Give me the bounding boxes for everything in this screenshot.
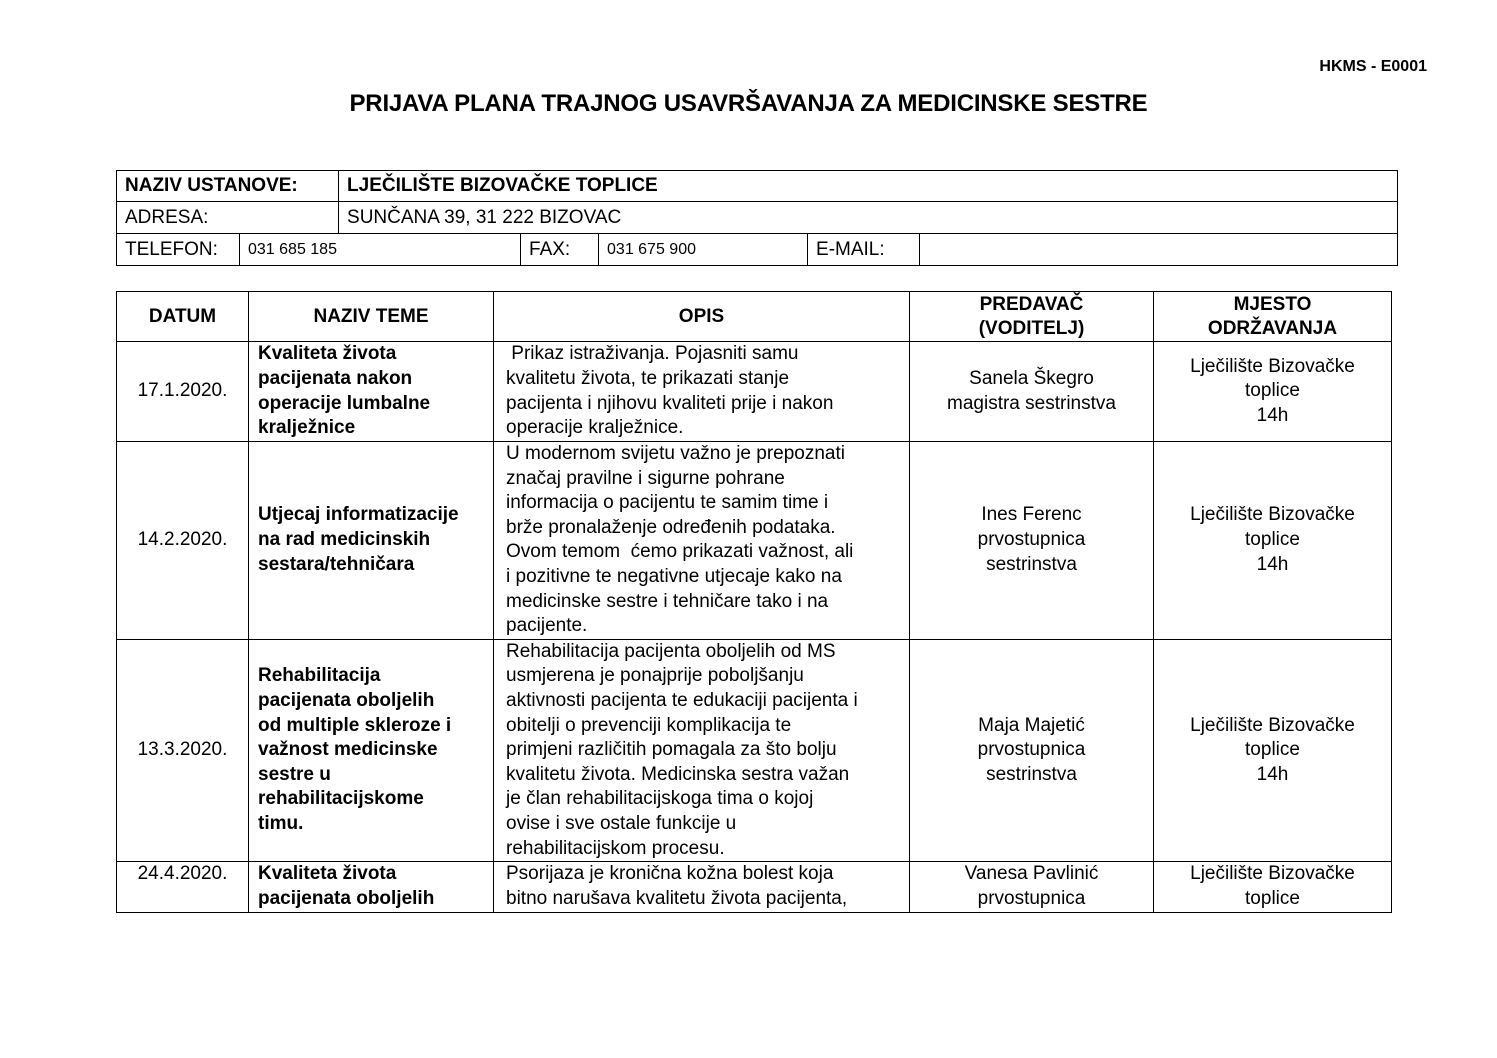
lecturer-cell [910,639,1154,861]
lecturer-line: prvostupnica [977,739,1086,761]
table-row [117,862,1392,913]
description-line: Ovom temom ćemo prikazati važnost, ali [506,541,854,563]
form-code: HKMS - E0001 [1319,58,1427,75]
description-line: brže pronalaženje određenih podataka. [506,516,836,538]
lecturer-line: prvostupnica [977,529,1086,551]
location-cell [1154,639,1392,861]
header-lecturer-line: (VODITELJ) [978,317,1085,339]
topic-line: operacije lumbalne [258,392,431,414]
institution-table [116,170,1398,266]
lecturer-cell [910,442,1154,640]
topic-line: Utjecaj informatizacije [258,504,459,526]
phone-label: TELEFON: [117,234,240,266]
topic-cell [249,639,494,861]
description-line: pacijenta i njihovu kvaliteti prije i nakon [506,392,834,414]
description-line: Rehabilitacija pacijenta oboljelih od MS [506,640,836,662]
topic-line: od multiple skleroze i [258,714,452,736]
location-cell [1154,442,1392,640]
phone-value: 031 685 185 [240,234,521,266]
location-line: 14h [1256,404,1289,426]
description-line: bitno narušava kvalitetu života pacijenta, [506,887,848,909]
topic-cell [249,442,494,640]
date-cell: 17.1.2020. [117,342,249,442]
topic-line: sestre u [258,763,331,785]
description-cell [494,442,910,640]
document-title: PRIJAVA PLANA TRAJNOG USAVRŠAVANJA ZA MEDICINSKE SESTRE [349,90,1148,117]
topic-cell [249,862,494,913]
date-cell: 24.4.2020. [117,862,249,913]
description-line: i pozitivne te negativne utjecaje kako na [506,565,842,587]
description-line: primjeni različitih pomagala za što bolju [506,739,837,761]
topic-line: važnost medicinske [258,739,438,761]
schedule-header-row [117,292,1392,342]
lecturer-cell [910,342,1154,442]
header-location-line: ODRŽAVANJA [1207,317,1338,339]
lecturer-cell [910,862,1154,913]
description-line: operacije kralježnice. [506,417,684,439]
institution-name-row [117,171,1398,202]
location-line: Lječilište Bizovačke [1190,714,1355,736]
location-line: 14h [1256,553,1289,575]
description-line: kvalitetu života. Medicinska sestra važan [506,763,850,785]
lecturer-line: sestrinstva [986,763,1077,785]
header-description: OPIS [494,292,910,342]
header-topic: NAZIV TEME [249,292,494,342]
institution-name-label: NAZIV USTANOVE: [117,171,339,202]
lecturer-line: prvostupnica [977,887,1086,909]
location-line: 14h [1256,763,1289,785]
lecturer-line: Ines Ferenc [981,504,1082,526]
location-cell [1154,862,1392,913]
description-cell [494,342,910,442]
description-line: ovise i sve ostale funkcije u [506,812,737,834]
description-cell [494,639,910,861]
email-value [920,234,1398,266]
topic-line: Kvaliteta života [258,343,397,365]
header-location-line: MJESTO [1233,293,1312,315]
header-lecturer-line: PREDAVAČ [979,293,1084,315]
date-cell: 13.3.2020. [117,639,249,861]
lecturer-line: magistra sestrinstva [947,392,1116,414]
location-line: toplice [1245,380,1300,402]
description-line: usmjerena je ponajprije poboljšanju [506,665,804,687]
address-label: ADRESA: [117,202,339,234]
location-cell [1154,342,1392,442]
email-label: E-MAIL: [808,234,920,266]
topic-line: pacijenata nakon [258,367,413,389]
location-line: Lječilište Bizovačke [1190,355,1355,377]
topic-line: pacijenata oboljelih [258,887,435,909]
description-line: medicinske sestre i tehničare tako i na [506,590,829,612]
location-line: Lječilište Bizovačke [1190,504,1355,526]
description-line: je član rehabilitacijskoga tima o kojoj [506,788,814,810]
description-line: pacijente. [506,615,588,637]
location-line: toplice [1245,529,1300,551]
header-lecturer [910,292,1154,342]
lecturer-line: Sanela Škegro [969,367,1094,389]
topic-line: Rehabilitacija [258,665,381,687]
description-line: informacija o pacijentu te samim time i [506,492,829,514]
description-line: Psorijaza je kronična kožna bolest koja [506,863,834,885]
description-line: rehabilitacijskom procesu. [506,837,725,859]
fax-label: FAX: [521,234,599,266]
table-row [117,442,1392,640]
topic-line: sestara/tehničara [258,553,415,575]
institution-address-row [117,202,1398,234]
topic-line: rehabilitacijskome [258,788,424,810]
schedule-table [116,291,1392,913]
institution-contact-row [117,234,1398,266]
topic-cell [249,342,494,442]
location-line: toplice [1245,887,1300,909]
description-line: obitelji o prevenciji komplikacija te [506,714,792,736]
header-date: DATUM [117,292,249,342]
fax-value: 031 675 900 [599,234,808,266]
table-row [117,342,1392,442]
topic-line: kralježnice [258,417,356,439]
lecturer-line: sestrinstva [986,553,1077,575]
description-line: značaj pravilne i sigurne pohrane [506,467,785,489]
header-location [1154,292,1392,342]
topic-line: pacijenata oboljelih [258,689,435,711]
location-line: toplice [1245,739,1300,761]
topic-line: Kvaliteta života [258,863,397,885]
description-cell [494,862,910,913]
institution-name-value: LJEČILIŠTE BIZOVAČKE TOPLICE [339,171,1398,202]
topic-line: na rad medicinskih [258,529,431,551]
address-value: SUNČANA 39, 31 222 BIZOVAC [339,202,1398,234]
description-line: U modernom svijetu važno je prepoznati [506,443,846,464]
table-row [117,639,1392,861]
lecturer-line: Maja Majetić [978,714,1085,736]
description-line: Prikaz istraživanja. Pojasniti samu [506,343,799,365]
description-line: aktivnosti pacijenta te edukaciji pacijenta i [506,689,858,711]
date-cell: 14.2.2020. [117,442,249,640]
location-line: Lječilište Bizovačke [1190,863,1355,885]
lecturer-line: Vanesa Pavlinić [964,863,1099,885]
topic-line: timu. [258,812,304,834]
description-line: kvalitetu života, te prikazati stanje [506,367,790,389]
